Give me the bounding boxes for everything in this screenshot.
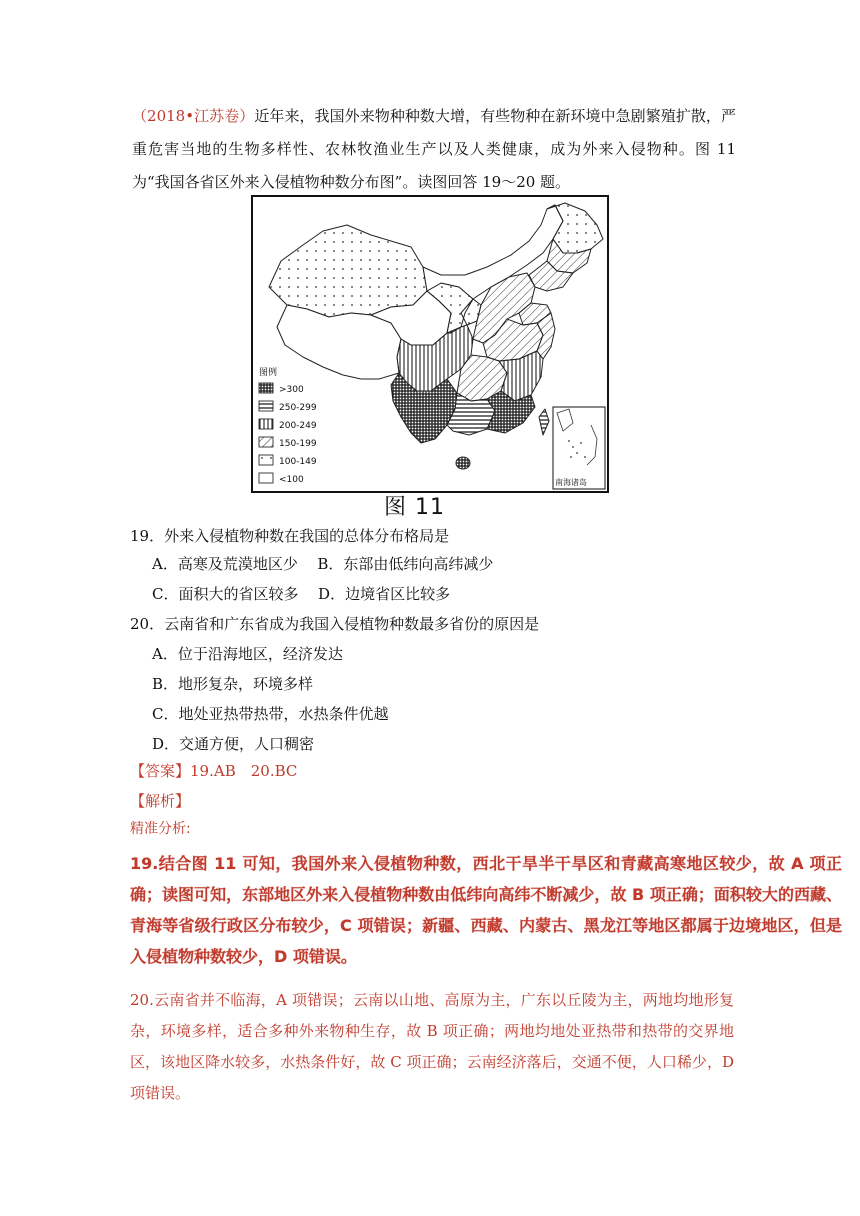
analysis-title: 【解析】 [130,792,191,810]
answer-value: 19.AB 20.BC [190,762,298,780]
answer-label: 【答案】 [130,762,191,780]
analysis-19: 19.结合图 11 可知，我国外来入侵植物种数，西北干旱半干旱区和青藏高寒地区较少，故 A 项正确；读图可知，东部地区外来入侵植物种数由低纬向高纬不断减少，故 B 项正确；面积较大的西藏、青海等省级行政区分布较少，C 项错误；新疆、西藏、内蒙古、黑龙江等地区都属于边境地区，但是入侵植物种数较少，D 项错误。 [130,854,842,966]
china-invasive-plants-map [251,195,609,495]
inset-label: 南海诸岛 [555,478,587,487]
question-19-options-2 [152,580,450,608]
analysis-20: 20.云南省并不临海，A 项错误；云南以山地、高原为主，广东以丘陵为主，两地均地形复杂，环境多样，适合多种外来物种生存，故 B 项正确；两地均地处亚热带和热带的交界地区，该地区降水较多，水热条件好，故 C 项正确；云南经济落后，交通不便，人口稀少，D 项错误。 [130,991,734,1102]
south-china-sea-inset [553,407,605,489]
option-20-d: D．交通方便，人口稠密 [152,735,315,753]
intro-text: 近年来，我国外来物种种数大增，有些物种在新环境中急剧繁殖扩散，严重危害当地的生物多样性、农林牧渔业生产以及人类健康，成为外来入侵物种。图 11 为“我国各省区外来入侵植物种数分布图”。读图回答 19～20 题。 [132,107,736,191]
legend-label-3: 200-249 [279,421,317,431]
legend-title: 图例 [259,368,278,378]
question-19-options [152,550,493,578]
source-tag: （2018•江苏卷） [132,107,255,125]
option-20-a: A．位于沿海地区，经济发达 [152,645,343,663]
legend-label-6: <100 [279,475,304,485]
legend-label-1: >300 [279,385,304,395]
option-19-c: C．面积大的省区较多 [152,585,299,603]
option-20-c: C．地处亚热带热带，水热条件优越 [152,705,389,723]
answer-line [130,760,297,781]
option-20-b: B．地形复杂，环境多样 [152,675,314,693]
figure-caption: 图 11 [384,495,445,520]
region-hainan [456,457,470,469]
legend-label-2: 250-299 [279,403,317,413]
option-19-b: B．东部由低纬向高纬减少 [317,555,494,573]
option-19-a: A．高寒及荒漠地区少 [152,555,298,573]
legend-label-4: 150-199 [279,439,317,449]
option-19-d: D．边境省区比较多 [318,585,451,603]
analysis-subtitle: 精准分析: [130,821,191,837]
question-20-stem: 20．云南省和广东省成为我国入侵植物种数最多省份的原因是 [130,615,540,633]
question-intro [132,100,736,199]
question-19-stem: 19．外来入侵植物种数在我国的总体分布格局是 [130,527,450,545]
legend-label-5: 100-149 [279,457,317,467]
